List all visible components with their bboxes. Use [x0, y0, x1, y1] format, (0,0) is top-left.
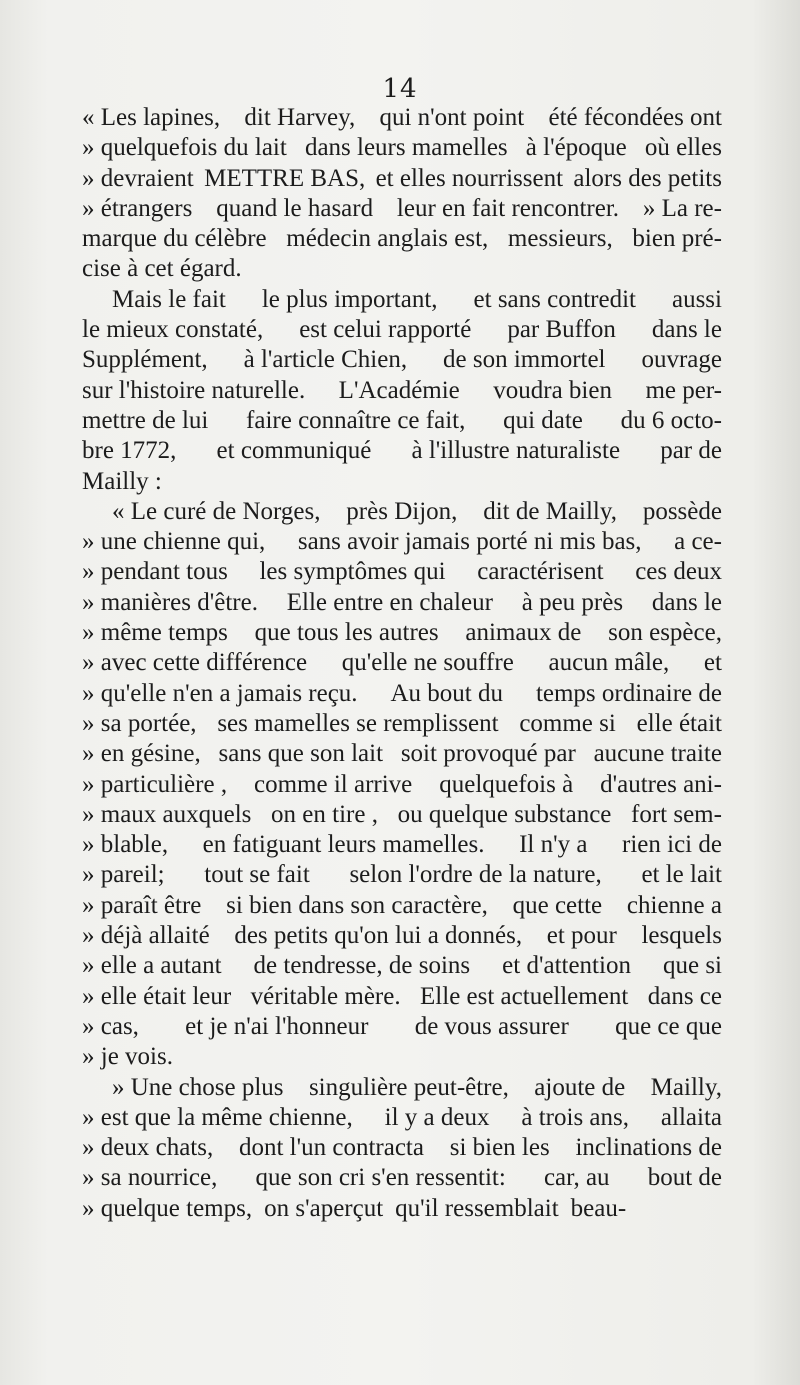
text-segment: » paraît être	[82, 891, 202, 919]
text-segment: à peu près	[521, 588, 624, 616]
text-segment: L'Académie	[338, 376, 460, 404]
text-segment: tout se fait	[204, 861, 310, 889]
text-line	[82, 891, 722, 921]
text-segment: » sa portée,	[82, 709, 197, 737]
text-segment: où elles	[644, 134, 722, 162]
text-segment: » deux chats,	[82, 1134, 214, 1162]
text-segment: Au bout du	[390, 679, 503, 707]
text-segment: si bien dans son caractère,	[226, 891, 488, 919]
text-segment: et pour	[546, 922, 617, 950]
text-line	[82, 315, 722, 345]
text-segment: » quelquefois du lait	[82, 134, 287, 162]
text-segment: sans avoir jamais porté ni mis bas,	[297, 528, 642, 556]
text-segment: et d'attention	[502, 952, 631, 980]
text-segment: » je vois.	[82, 1043, 173, 1071]
text-line	[82, 1133, 722, 1163]
text-segment: beau-	[570, 1194, 627, 1222]
text-segment: le plus important,	[261, 285, 438, 313]
text-segment: il y a deux	[384, 1103, 490, 1131]
text-line	[82, 739, 722, 769]
text-segment: sur l'histoire naturelle.	[82, 376, 306, 404]
text-line	[82, 164, 722, 194]
text-segment: médecin anglais est,	[286, 225, 489, 253]
text-line	[82, 860, 722, 890]
text-segment: qu'elle ne souffre	[341, 649, 514, 677]
page-number: 14	[382, 74, 418, 104]
text-line	[82, 224, 722, 254]
text-segment: » pendant tous	[82, 558, 228, 586]
text-segment: marque du célèbre	[82, 225, 267, 253]
text-line	[82, 770, 722, 800]
text-line	[82, 133, 722, 163]
text-line	[82, 376, 722, 406]
text-segment: que cette	[512, 891, 603, 919]
text-segment: qui date	[503, 406, 583, 434]
text-segment: » étrangers	[82, 194, 193, 222]
text-segment: comme il arrive	[254, 770, 413, 798]
text-segment: dit Harvey,	[244, 104, 356, 131]
text-segment: près Dijon,	[346, 497, 458, 525]
text-segment: que tous les autres	[254, 619, 439, 647]
text-line	[82, 345, 722, 375]
text-segment: Supplément,	[82, 346, 208, 374]
text-segment: ajoute de	[534, 1073, 626, 1101]
text-segment: ou quelque substance	[397, 800, 612, 828]
text-segment: bout de	[647, 1164, 722, 1192]
text-segment: bre 1772,	[82, 437, 177, 465]
text-segment: animaux de	[465, 619, 582, 647]
text-segment: » une chienne qui,	[82, 528, 266, 556]
text-segment: » qu'elle n'en a jamais reçu.	[82, 679, 358, 707]
text-segment: à trois ans,	[521, 1103, 630, 1131]
text-segment: qui n'ont point	[379, 104, 525, 131]
text-line	[82, 254, 722, 284]
text-segment: son espèce,	[608, 619, 722, 647]
text-segment: « Le curé de Norges,	[112, 497, 321, 525]
text-segment: d'autres ani-	[600, 770, 722, 798]
text-segment: » blable,	[82, 831, 169, 859]
text-segment: » pareil;	[82, 861, 165, 889]
text-segment: le mieux constaté,	[82, 316, 264, 344]
text-segment: » est que la même chienne,	[82, 1103, 353, 1131]
text-segment: rien ici de	[622, 831, 722, 859]
text-segment: lesquels	[641, 922, 722, 950]
text-segment: dit de Mailly,	[483, 497, 617, 525]
text-segment: été fécondées ont	[548, 104, 722, 131]
text-segment: » La re-	[642, 194, 722, 222]
text-segment: qu'il ressemblait	[395, 1194, 559, 1222]
text-line	[82, 618, 722, 648]
text-segment: et je n'ai l'honneur	[185, 1012, 369, 1040]
text-line	[82, 800, 722, 830]
text-segment: des petits qu'on lui a donnés,	[234, 922, 523, 950]
text-line	[82, 1163, 722, 1193]
text-segment: on s'aperçut	[264, 1194, 384, 1222]
text-segment: Mailly :	[82, 467, 162, 495]
text-segment: de vous assurer	[414, 1012, 569, 1040]
text-segment: quelquefois à	[439, 770, 574, 798]
text-segment: les symptômes qui	[259, 558, 446, 586]
text-line	[82, 921, 722, 951]
text-segment: aucun mâle,	[548, 649, 670, 677]
text-segment: » maux auxquels	[82, 800, 252, 828]
text-segment: Il n'y a	[519, 831, 588, 859]
text-segment: selon l'ordre de la nature,	[349, 861, 602, 889]
text-segment: fort sem-	[631, 800, 722, 828]
text-segment: aucune traite	[593, 740, 722, 768]
text-segment: temps ordinaire de	[535, 679, 722, 707]
text-segment: a ce-	[674, 528, 722, 556]
text-segment: de tendresse, de soins	[253, 952, 471, 980]
text-segment: que ce que	[615, 1012, 722, 1040]
text-line	[82, 194, 722, 224]
text-line	[82, 709, 722, 739]
text-segment: en fatiguant leurs mamelles.	[202, 831, 485, 859]
text-segment: voudra bien	[493, 376, 612, 404]
text-segment: » devraient	[82, 164, 194, 192]
text-segment: véritable mère.	[250, 982, 401, 1010]
text-segment: » elle était leur	[82, 982, 232, 1010]
text-segment: dans le	[651, 316, 722, 344]
text-segment: leur en fait rencontrer.	[396, 194, 620, 222]
text-line	[82, 1103, 722, 1133]
text-segment: METTRE BAS,	[204, 164, 366, 192]
text-line	[82, 982, 722, 1012]
text-segment: par Buffon	[507, 316, 616, 344]
text-segment: quand le hasard	[216, 194, 374, 222]
text-segment: Mais le fait	[112, 285, 226, 313]
text-line	[82, 467, 722, 497]
text-segment: on en tire ,	[271, 800, 378, 828]
text-segment: caractérisent	[477, 558, 604, 586]
text-segment: » cas,	[82, 1012, 139, 1040]
text-segment: dans leurs mamelles	[304, 134, 508, 162]
text-line	[82, 497, 722, 527]
text-segment: Elle entre en chaleur	[286, 588, 493, 616]
text-segment: possède	[642, 497, 722, 525]
text-segment: et elles nourrissent	[375, 164, 564, 192]
text-line	[82, 1012, 722, 1042]
text-line	[82, 285, 722, 315]
text-segment: de son immortel	[443, 346, 606, 374]
text-line	[82, 1073, 722, 1103]
text-segment: ouvrage	[641, 346, 722, 374]
text-line	[82, 527, 722, 557]
text-line	[82, 436, 722, 466]
text-segment: et communiqué	[216, 437, 372, 465]
text-segment: » Une chose plus	[112, 1073, 284, 1101]
text-segment: par de	[660, 437, 722, 465]
body-text	[82, 103, 722, 1224]
text-segment: cise à cet égard.	[82, 255, 242, 283]
text-segment: allaita	[660, 1103, 722, 1131]
text-segment: » sa nourrice,	[82, 1164, 218, 1192]
text-segment: soit provoqué par	[400, 740, 576, 768]
text-line	[82, 557, 722, 587]
text-segment: dont l'un contracta	[238, 1134, 424, 1162]
text-line	[82, 406, 722, 436]
text-line	[82, 951, 722, 981]
text-segment: » avec cette différence	[82, 649, 308, 677]
text-segment: ces deux	[635, 558, 722, 586]
text-segment: » particulière ,	[82, 770, 228, 798]
text-segment: que si	[662, 952, 722, 980]
text-line	[82, 1042, 722, 1072]
text-segment: du 6 octo-	[620, 406, 722, 434]
text-segment: Mailly,	[650, 1073, 722, 1101]
text-segment: aussi	[671, 285, 722, 313]
text-segment: dans le	[651, 588, 722, 616]
text-segment: à l'époque	[525, 134, 627, 162]
text-segment: ses mamelles se remplissent	[217, 709, 499, 737]
text-segment: bien pré-	[632, 225, 722, 253]
text-line	[82, 648, 722, 678]
text-segment: elle était	[636, 709, 722, 737]
text-segment: que son cri s'en ressentit:	[255, 1164, 506, 1192]
text-segment: faire connaître ce fait,	[246, 406, 466, 434]
text-segment: » elle a autant	[82, 952, 222, 980]
text-segment: si bien les	[449, 1134, 550, 1162]
text-segment: messieurs,	[507, 225, 613, 253]
text-segment: » déjà allaité	[82, 922, 210, 950]
text-segment: » en gésine,	[82, 740, 201, 768]
text-segment: mettre de lui	[82, 406, 209, 434]
text-segment: » manières d'être.	[82, 588, 258, 616]
text-segment: à l'article Chien,	[243, 346, 408, 374]
text-segment: inclinations de	[575, 1134, 722, 1162]
text-line	[82, 103, 722, 133]
text-segment: « Les lapines,	[82, 104, 221, 131]
text-segment: comme si	[519, 709, 616, 737]
text-segment: car, au	[543, 1164, 610, 1192]
text-segment: alors des petits	[573, 164, 722, 192]
text-segment: et	[703, 649, 722, 677]
text-segment: chienne a	[626, 891, 722, 919]
text-segment: Elle est actuellement	[420, 982, 629, 1010]
text-line	[82, 588, 722, 618]
text-segment: sans que son lait	[218, 740, 384, 768]
text-segment: » quelque temps,	[82, 1194, 253, 1222]
text-segment: est celui rapporté	[299, 316, 472, 344]
text-segment: à l'illustre naturaliste	[411, 437, 621, 465]
text-segment: et sans contredit	[473, 285, 636, 313]
text-line	[82, 1194, 722, 1224]
text-segment: me per-	[645, 376, 722, 404]
text-segment: » même temps	[82, 619, 228, 647]
text-line	[82, 830, 722, 860]
text-line	[82, 679, 722, 709]
text-segment: dans ce	[647, 982, 722, 1010]
text-segment: singulière peut-être,	[308, 1073, 509, 1101]
text-segment: et le lait	[641, 861, 722, 889]
